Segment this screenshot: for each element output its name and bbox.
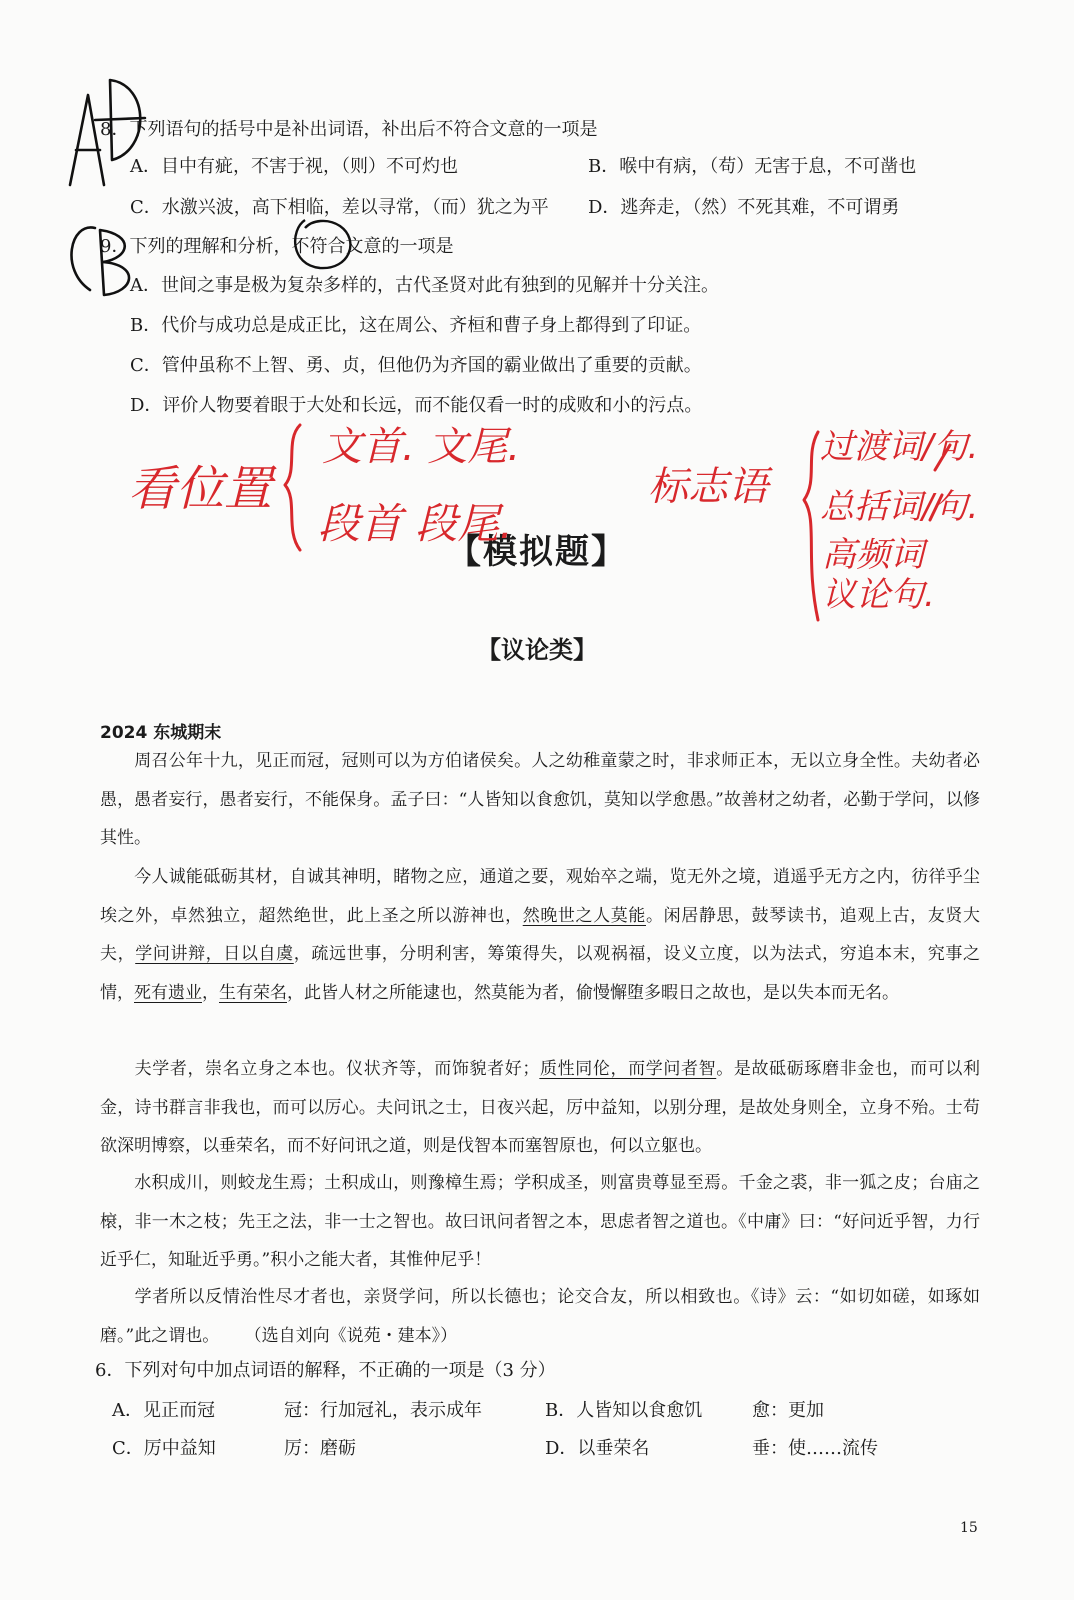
passage-text: ，疏远世事，分明利害，筹策得失，以观祸福，设义立度，以为法式，穷追本末，究事之情， xyxy=(100,944,981,1003)
passage-text: 夫学者，崇名立身之本也。仪状齐等，而饰貌者好； xyxy=(134,1059,540,1079)
note-list-3: 高频词 xyxy=(822,535,924,575)
passage-text: 。是故砥砺琢磨非金也，而可以利金，诗书群言非我也，而可以厉心。夫问讯之士，日夜兴起，厉中益知，以别分理，是故处身则全，立身不殆。士苟欲深明博察，以垂荣名，而不好问讯之道，则是伐智本而塞智原也，何以立躯也。 xyxy=(100,1059,980,1156)
q6-option-c-expl: 厉：磨砺 xyxy=(284,1438,356,1459)
passage-text: 今人诚能砥砺其材，自诚其神明，睹物之应，通道之要，观始卒之端，览无外之境，逍遥乎无方之内，彷徉乎尘埃之外，卓然独立，超然绝世，此上圣之所以游神也， xyxy=(100,867,980,926)
page-number: 15 xyxy=(960,1520,978,1536)
passage-text: ， xyxy=(202,982,219,1003)
q8-option-d: D．逃奔走，（然）不死其难，不可谓勇 xyxy=(588,197,900,218)
note-head-tail-2: 段首 段尾. xyxy=(318,499,513,548)
q6-option-b-expl: 愈：更加 xyxy=(752,1400,824,1421)
q9-option-c: C．管仲虽称不上智、勇、贞，但他仍为齐国的霸业做出了重要的贡献。 xyxy=(130,355,702,376)
note-list-2: 总括词/句. xyxy=(820,487,979,527)
q6-stem: 6．下列对句中加点词语的解释，不正确的一项是（3 分） xyxy=(95,1360,556,1381)
underlined-phrase: 死有遗业 xyxy=(134,982,202,1003)
passage-paragraph-4 xyxy=(100,1164,980,1280)
q9-option-a: A．世间之事是极为复杂多样的，古代圣贤对此有独到的见解并十分关注。 xyxy=(130,275,719,296)
section-title: 【模拟题】 xyxy=(447,532,627,572)
q6-option-a: A．见正而冠 xyxy=(112,1400,215,1421)
underlined-phrase: 学问讲辩，日以自虞 xyxy=(135,944,294,964)
q8-stem: 8．下列语句的括号中是补出词语，补出后不符合文意的一项是 xyxy=(100,119,598,140)
passage-text: 周召公年十九，见正而冠，冠则可以为方伯诸侯矣。人之幼稚童蒙之时，非求师正本，无以立身全性。夫幼者必愚，愚者妄行，愚者妄行，不能保身。孟子曰：“人皆知以食愈饥，莫知以学愈愚。”故善材之幼者，必勤于学问，以修其性。 xyxy=(100,751,980,848)
passage-source: （选自刘向《说苑・建本》） xyxy=(244,1325,458,1346)
section-subtitle: 【议论类】 xyxy=(477,636,597,664)
q6-option-a-expl: 冠：行加冠礼，表示成年 xyxy=(284,1400,482,1421)
passage-paragraph-1 xyxy=(100,742,980,858)
q8-option-b: B．喉中有病，（苟）无害于息，不可凿也 xyxy=(588,156,917,177)
q8-option-a: A．目中有疵，不害于视，（则）不可灼也 xyxy=(130,156,458,177)
passage-text: 学者所以反情治性尽才者也，亲贤学问，所以长德也；论交合友，所以相致也。《诗》云：“如切如磋，如琢如磨。”此之谓也。 xyxy=(100,1287,980,1346)
passage-paragraph-3 xyxy=(100,1050,980,1166)
underlined-phrase: 质性同伦，而学问者智 xyxy=(539,1059,717,1079)
q6-option-b: B．人皆知以食愈饥 xyxy=(545,1400,703,1421)
note-look-position: 看位置 xyxy=(128,461,273,517)
passage-paragraph-5 xyxy=(100,1278,980,1355)
note-list-1: 过渡词/句. xyxy=(820,427,979,467)
passage-text: ，此皆人材之所能逮也，然莫能为者，偷慢懈堕多暇日之故也，是以失本而无名。 xyxy=(287,982,899,1003)
red-notes xyxy=(285,425,950,620)
passage-text: 水积成川，则蛟龙生焉；土积成山，则豫樟生焉；学积成圣，则富贵尊显至焉。千金之裘，非一狐之皮；台庙之榱，非一木之枝；先王之法，非一士之智也。故曰讯问者智之本，思虑者智之道也。《中庸》曰：“好问近乎智，力行近乎仁，知耻近乎勇。”积小之能大者，其惟仲尼乎！ xyxy=(100,1173,980,1270)
underlined-phrase: 然晚世之人莫能 xyxy=(522,905,646,926)
passage-text: 。闲居静思，鼓琴读书，追观上古，友贤大夫， xyxy=(100,905,981,964)
q6-option-d-expl: 垂：使……流传 xyxy=(752,1438,878,1459)
note-marker-words: 标志语 xyxy=(648,464,768,510)
underlined-phrase: 生有荣名 xyxy=(219,982,287,1003)
q9-option-d: D．评价人物要着眼于大处和长远，而不能仅看一时的成败和小的污点。 xyxy=(130,395,703,416)
q6-option-c: C．厉中益知 xyxy=(112,1438,216,1459)
note-list-4: 议论句. xyxy=(822,575,935,615)
source-heading: 2024 东城期末 xyxy=(100,723,222,743)
q9-stem: 9．下列的理解和分析，不符合文意的一项是 xyxy=(100,236,454,257)
q6-option-d: D．以垂荣名 xyxy=(545,1438,650,1459)
note-head-tail-1: 文首. 文尾. xyxy=(322,424,521,470)
q8-option-c: C．水激兴波，高下相临，差以寻常，（而）犹之为平 xyxy=(130,197,549,218)
passage-paragraph-2 xyxy=(100,858,980,1012)
q9-option-b: B．代价与成功总是成正比，这在周公、齐桓和曹子身上都得到了印证。 xyxy=(130,315,702,336)
red-note-text xyxy=(128,424,978,615)
